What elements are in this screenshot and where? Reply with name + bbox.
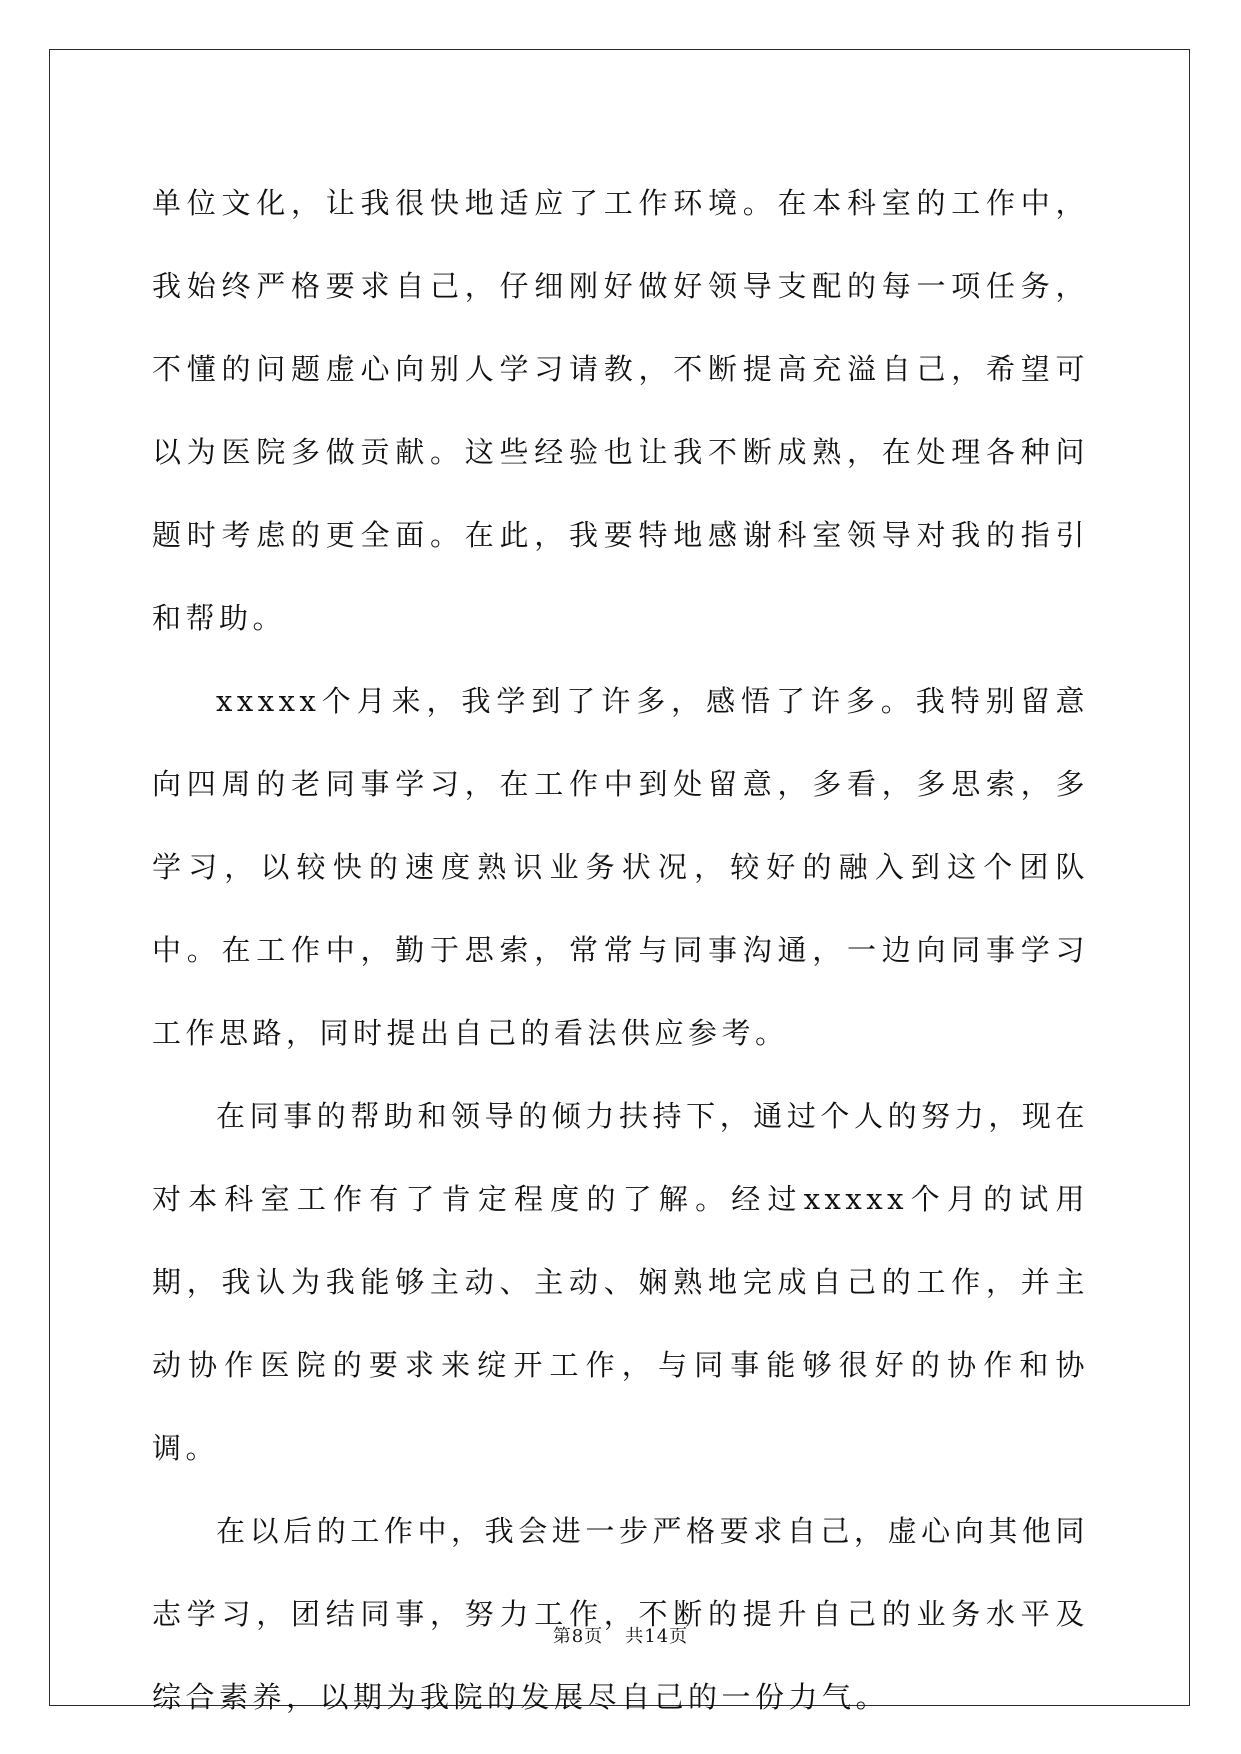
document-body: [152, 162, 1089, 1739]
paragraph-1: 单位文化，让我很快地适应了工作环境。在本科室的工作中，我始终严格要求自己，仔细刚好做好领导支配的每一项任务，不懂的问题虚心向别人学习请教，不断提高充溢自己，希望可以为医院多做贡献。这些经验也让我不断成熟，在处理各种问题时考虑的更全面。在此，我要特地感谢科室领导对我的指引和帮助。: [152, 186, 1089, 635]
paragraph-3: 在同事的帮助和领导的倾力扶持下，通过个人的努力，现在对本科室工作有了肯定程度的了解。经过xxxxx个月的试用期，我认为我能够主动、主动、娴熟地完成自己的工作，并主动协作医院的要求来绽开工作，与同事能够很好的协作和协调。: [152, 1099, 1089, 1465]
paragraph-2: xxxxx个月来，我学到了许多，感悟了许多。我特别留意向四周的老同事学习，在工作中到处留意，多看，多思索，多学习，以较快的速度熟识业务状况，较好的融入到这个团队中。在工作中，勤于思索，常常与同事沟通，一边向同事学习工作思路，同时提出自己的看法供应参考。: [152, 684, 1089, 1050]
paragraph-4: 在以后的工作中，我会进一步严格要求自己，虚心向其他同志学习，团结同事，努力工作，不断的提升自己的业务水平及综合素养，以期为我院的发展尽自己的一份力气。: [152, 1514, 1089, 1714]
page-number: 第8页: [552, 1626, 604, 1647]
page-total: 共14页: [625, 1626, 689, 1647]
page-footer: [0, 1622, 1241, 1648]
